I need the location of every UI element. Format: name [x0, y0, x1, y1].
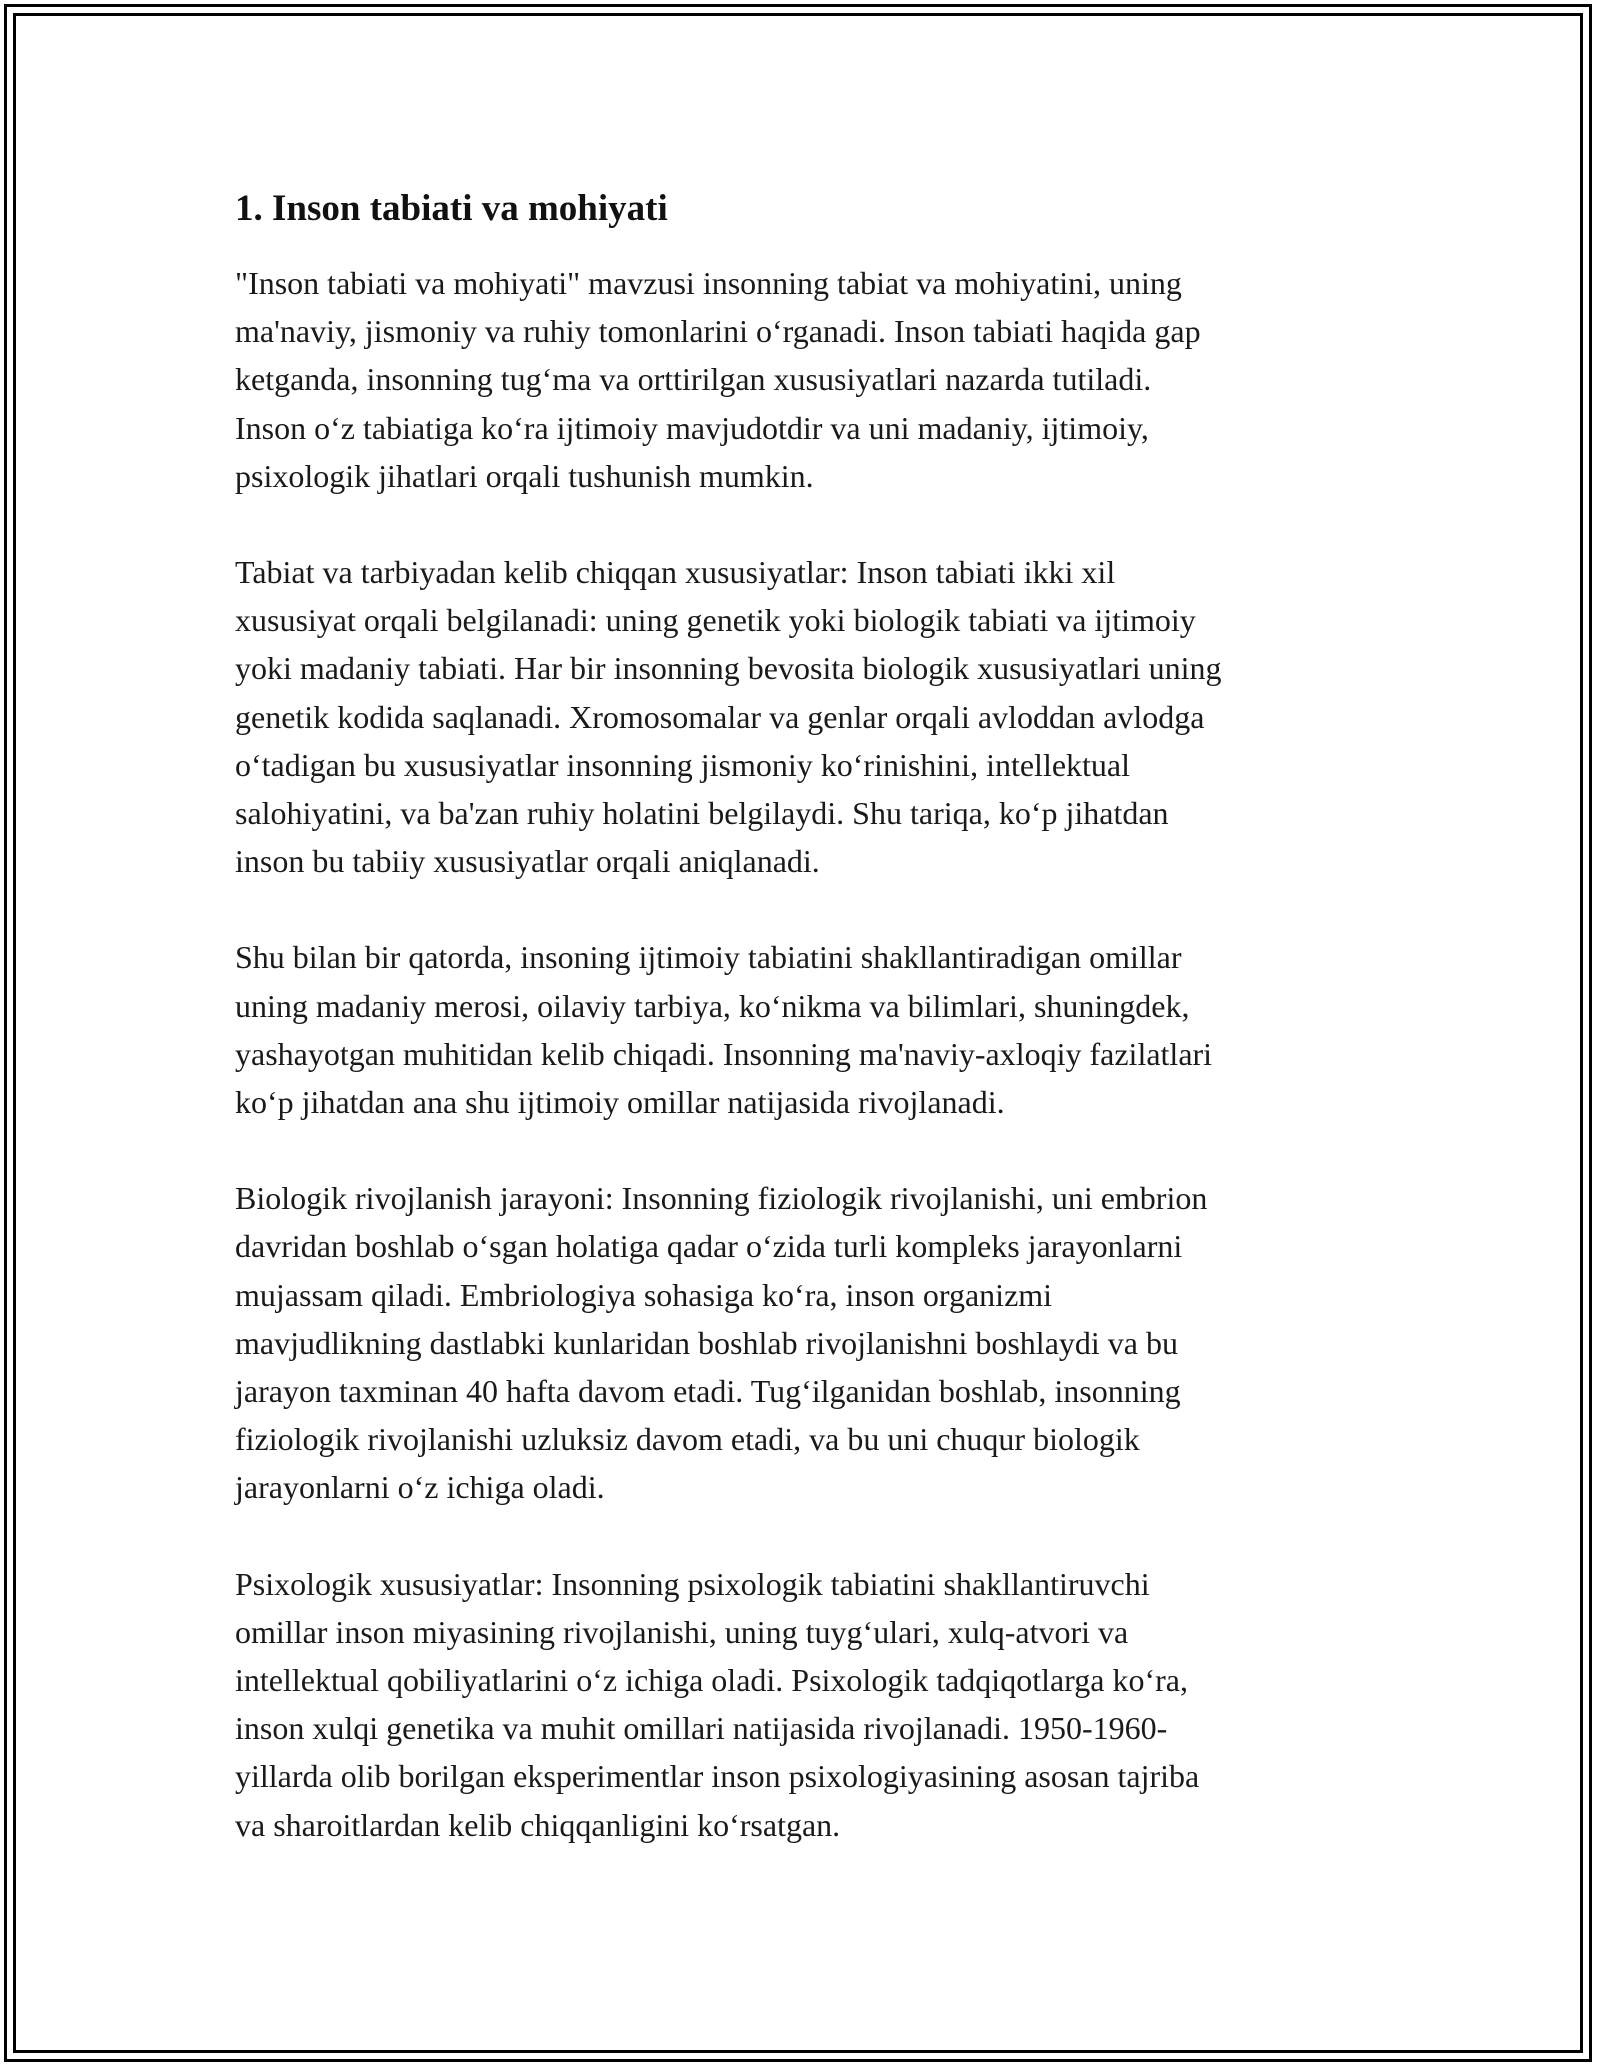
text-line: salohiyatini, va ba'zan ruhiy holatini belgilaydi. Shu tariqa, koʻp jihatdan: [235, 795, 1169, 832]
paragraph-biological-development: [235, 1174, 1395, 1511]
text-line: oʻtadigan bu xususiyatlar insonning jismoniy koʻrinishini, intellektual: [235, 746, 1131, 783]
text-line: Inson oʻz tabiatiga koʻra ijtimoiy mavjudotdir va uni madaniy, ijtimoiy,: [235, 409, 1149, 446]
text-line: genetik kodida saqlanadi. Xromosomalar va genlar orqali avloddan avlodga: [235, 698, 1205, 735]
text-line: xususiyat orqali belgilanadi: uning genetik yoki biologik tabiati va ijtimoiy: [235, 602, 1196, 639]
text-line: yoki madaniy tabiati. Har bir insonning bevosita biologik xususiyatlari uning: [235, 650, 1222, 687]
text-line: Psixologik xususiyatlar: Insonning psixologik tabiatini shakllantiruvchi: [235, 1565, 1150, 1602]
text-line: davridan boshlab oʻsgan holatiga qadar oʻzida turli kompleks jarayonlarni: [235, 1228, 1183, 1265]
text-line: ma'naviy, jismoniy va ruhiy tomonlarini oʻrganadi. Inson tabiati haqida gap: [235, 313, 1201, 350]
text-line: omillar inson miyasining rivojlanishi, uning tuygʻulari, xulq-atvori va: [235, 1613, 1129, 1650]
text-line: Tabiat va tarbiyadan kelib chiqqan xususiyatlar: Inson tabiati ikki xil: [235, 554, 1116, 591]
text-line: psixologik jihatlari orqali tushunish mumkin.: [235, 457, 814, 494]
paragraph-intro: [235, 259, 1395, 500]
paragraph-psychological-traits: [235, 1560, 1395, 1849]
paragraph-social-nature: [235, 933, 1395, 1126]
text-line: "Inson tabiati va mohiyati" mavzusi insonning tabiat va mohiyatini, uning: [235, 265, 1182, 301]
text-line: Biologik rivojlanish jarayoni: Insonning fiziologik rivojlanishi, uni embrion: [235, 1180, 1208, 1217]
text-line: uning madaniy merosi, oilaviy tarbiya, koʻnikma va bilimlari, shuningdek,: [235, 987, 1190, 1024]
text-line: jarayonlarni oʻz ichiga oladi.: [235, 1469, 605, 1506]
text-line: yillarda olib borilgan eksperimentlar inson psixologiyasining asosan tajriba: [235, 1758, 1200, 1795]
document-body: [235, 185, 1395, 1897]
text-line: yashayotgan muhitidan kelib chiqadi. Insonning ma'naviy-axloqiy fazilatlari: [235, 1035, 1213, 1072]
text-line: koʻp jihatdan ana shu ijtimoiy omillar natijasida rivojlanadi.: [235, 1084, 1005, 1121]
text-line: ketganda, insonning tugʻma va orttirilgan xususiyatlari nazarda tutiladi.: [235, 361, 1152, 398]
text-line: inson xulqi genetika va muhit omillari natijasida rivojlanadi. 1950-1960-: [235, 1710, 1168, 1747]
section-heading: 1. Inson tabiati va mohiyati: [235, 188, 668, 229]
text-line: fiziologik rivojlanishi uzluksiz davom etadi, va bu uni chuqur biologik: [235, 1421, 1140, 1458]
text-line: inson bu tabiiy xususiyatlar orqali aniqlanadi.: [235, 843, 820, 880]
text-line: va sharoitlardan kelib chiqqanligini koʻrsatgan.: [235, 1806, 841, 1843]
text-line: jarayon taxminan 40 hafta davom etadi. Tugʻilganidan boshlab, insonning: [235, 1373, 1181, 1410]
text-line: intellektual qobiliyatlarini oʻz ichiga oladi. Psixologik tadqiqotlarga koʻra,: [235, 1662, 1188, 1699]
text-line: Shu bilan bir qatorda, insoning ijtimoiy tabiatini shakllantiradigan omillar: [235, 939, 1182, 976]
paragraph-nature-nurture: [235, 548, 1395, 885]
text-line: mujassam qiladi. Embriologiya sohasiga koʻra, inson organizmi: [235, 1276, 1053, 1313]
text-line: mavjudlikning dastlabki kunlaridan boshlab rivojlanishni boshlaydi va bu: [235, 1324, 1178, 1361]
